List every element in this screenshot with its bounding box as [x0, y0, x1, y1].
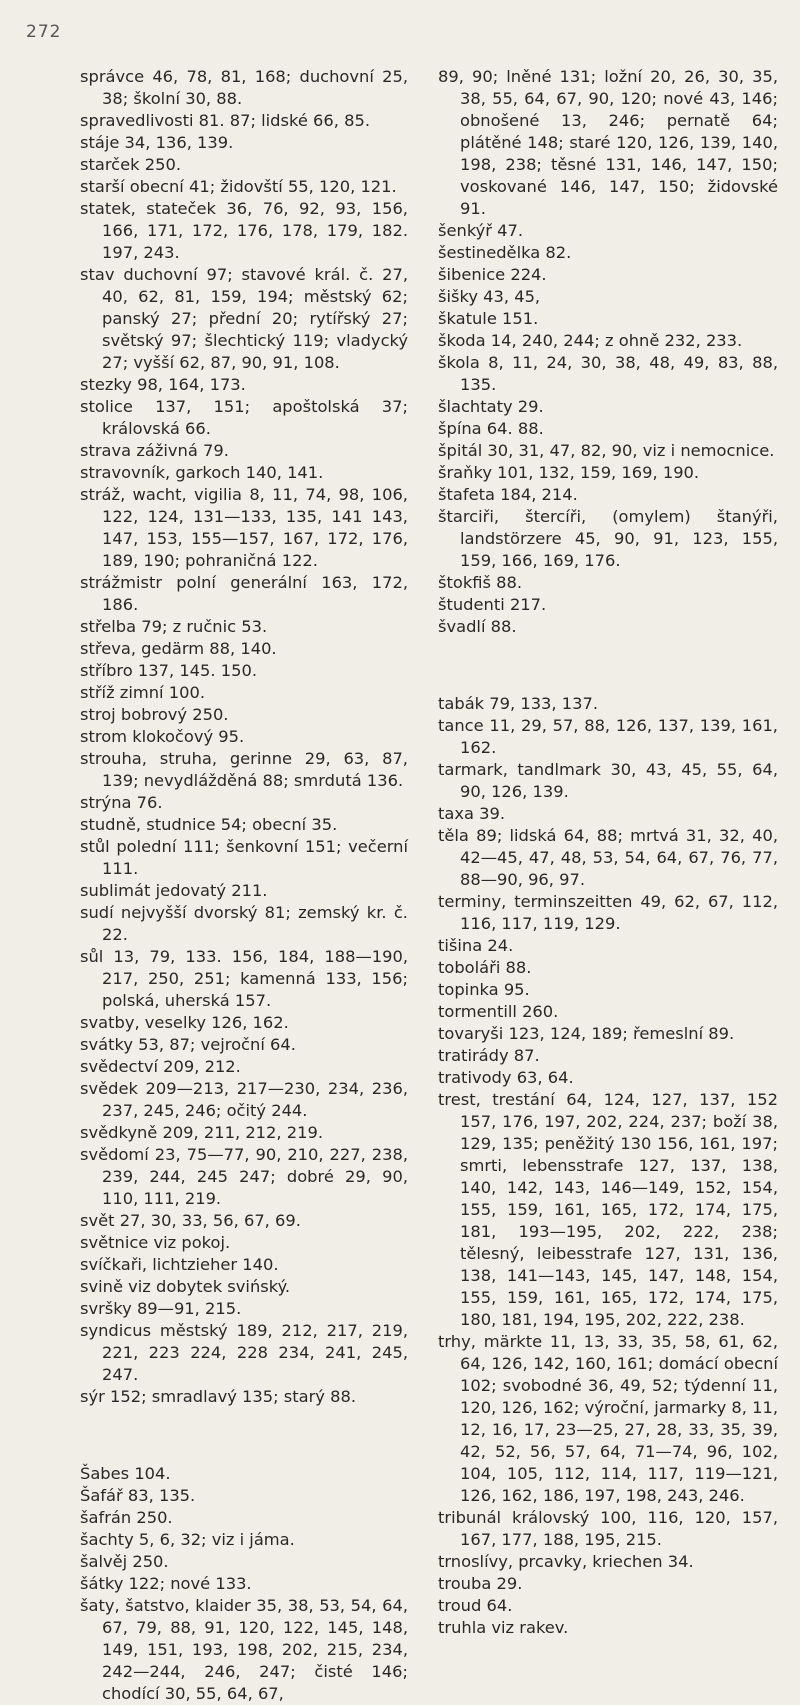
index-entry: svědek 209—213, 217—230, 234, 236, 237, 245, 246; očitý 244.	[80, 1079, 408, 1120]
index-entry: svědomí 23, 75—77, 90, 210, 227, 238, 239, 244, 245 247; dobré 29, 90, 110, 111, 219.	[80, 1145, 408, 1208]
index-entry: šibenice 224.	[438, 265, 547, 284]
index-entry: svědkyně 209, 211, 212, 219.	[80, 1123, 323, 1142]
index-entry: těla 89; lidská 64, 88; mrtvá 31, 32, 40, 42—45, 47, 48, 53, 54, 64, 67, 76, 77, 88—90, 96, 97.	[438, 825, 778, 889]
index-entry: trhy, märkte 11, 13, 33, 35, 58, 61, 62, 64, 126, 142, 160, 161; domácí obecní 102; svobodné 36, 49, 52; týdenní 11, 120, 126, 162; výroční, jarmarky 8, 11, 12, 16, 17, 23—25, 27, 28, 33, 35, 39, 42, 52, 56, 57, 64, 71—74, 96, 102, 104, 105, 112, 114, 117, 119—121, 126, 162, 186, 197, 198, 243, 246.	[438, 1331, 779, 1505]
index-entry: stolice 137, 151; apoštolská 37; královská 66.	[80, 397, 408, 438]
index-entry: sudí nejvyšší dvorský 81; zemský kr. č. 22.	[80, 903, 408, 944]
index-entry: 89, 90; lněné 131; ložní 20, 26, 30, 35, 38, 55, 64, 67, 90, 120; nové 43, 146; obnošené 13, 246; pernatě 64; plátěné 148; staré 120, 126, 139, 140, 198, 238; těsné 131, 146, 147, 150; voskované 146, 147, 150; židovské 91.	[438, 67, 778, 218]
left-column	[80, 66, 408, 1705]
index-entry: strážmistr polní generální 163, 172, 186.	[80, 573, 408, 614]
index-entry: trativody 63, 64.	[438, 1067, 574, 1087]
index-entry: správce 46, 78, 81, 168; duchovní 25, 38; školní 30, 88.	[80, 67, 408, 108]
index-entry: svátky 53, 87; vejroční 64.	[80, 1035, 296, 1054]
index-entry: stáje 34, 136, 139.	[80, 133, 234, 152]
index-entry: spravedlivosti 81. 87; lidské 66, 85.	[80, 111, 370, 130]
index-entry: strom klokočový 95.	[80, 727, 245, 746]
index-entry: svíčkaři, lichtzieher 140.	[80, 1255, 279, 1274]
index-entry: tratirády 87.	[438, 1045, 540, 1065]
section-gap	[438, 654, 778, 676]
index-entry: šestinedělka 82.	[438, 243, 572, 262]
index-entry: špína 64. 88.	[438, 419, 544, 438]
section-gap	[80, 1424, 408, 1446]
index-entry: tišina 24.	[438, 935, 514, 955]
index-entry: trouba 29.	[438, 1573, 523, 1593]
index-entry: šraňky 101, 132, 159, 169, 190.	[438, 463, 700, 482]
index-entry: stezky 98, 164, 173.	[80, 375, 246, 394]
index-entry: starček 250.	[80, 155, 182, 174]
index-entry: špitál 30, 31, 47, 82, 90, viz i nemocnice.	[438, 441, 775, 460]
index-entry: svatby, veselky 126, 162.	[80, 1013, 289, 1032]
index-entry: sůl 13, 79, 133. 156, 184, 188—190, 217, 250, 251; kamenná 133, 156; polská, uherská 157.	[80, 947, 408, 1010]
index-entry: stůl polední 111; šenkovní 151; večerní 111.	[80, 837, 408, 878]
index-entry: starší obecní 41; židovští 55, 120, 121.	[80, 177, 397, 196]
index-entry: tribunál královský 100, 116, 120, 157, 167, 177, 188, 195, 215.	[438, 1507, 778, 1549]
index-entry: šátky 122; nové 133.	[80, 1573, 252, 1593]
index-entry: škoda 14, 240, 244; z ohně 232, 233.	[438, 331, 743, 350]
index-entry: tabák 79, 133, 137.	[438, 693, 599, 713]
index-entry: škola 8, 11, 24, 30, 38, 48, 49, 83, 88, 135.	[438, 353, 778, 394]
index-entry: střelba 79; z ručnic 53.	[80, 617, 268, 636]
index-entry: sýr 152; smradlavý 135; starý 88.	[80, 1387, 356, 1406]
index-entry: stroj bobrový 250.	[80, 705, 229, 724]
index-entry: terminy, terminszeitten 49, 62, 67, 112, 116, 117, 119, 129.	[438, 891, 778, 933]
index-entry: stravovník, garkoch 140, 141.	[80, 463, 324, 482]
index-entry: štokfiš 88.	[438, 573, 523, 592]
index-entry: Šabes 104.	[80, 1463, 171, 1483]
index-entry: studně, studnice 54; obecní 35.	[80, 815, 338, 834]
page-number: 272	[26, 22, 62, 42]
index-entry: tovaryši 123, 124, 189; řemeslní 89.	[438, 1023, 735, 1043]
index-entry: sublimát jedovatý 211.	[80, 881, 268, 900]
index-entry: strouha, struha, gerinne 29, 63, 87, 139; nevydlážděná 88; smrdutá 136.	[80, 749, 408, 790]
index-entry: trnoslívy, prcavky, kriechen 34.	[438, 1551, 694, 1571]
index-entry: škatule 151.	[438, 309, 539, 328]
index-entry: šalvěj 250.	[80, 1551, 169, 1571]
index-entry: strava záživná 79.	[80, 441, 229, 460]
right-column	[438, 66, 778, 1639]
index-entry: svršky 89—91, 215.	[80, 1299, 242, 1318]
index-entry: tarmark, tandlmark 30, 43, 45, 55, 64, 90, 126, 139.	[438, 759, 778, 801]
index-entry: štafeta 184, 214.	[438, 485, 578, 504]
index-entry: střeva, gedärm 88, 140.	[80, 639, 277, 658]
index-entry: študenti 217.	[438, 595, 547, 614]
index-entry: Šafář 83, 135.	[80, 1485, 196, 1505]
index-entry: stříbro 137, 145. 150.	[80, 661, 257, 680]
index-entry: trest, trestání 64, 124, 127, 137, 152 157, 176, 197, 202, 224, 237; boží 38, 129, 135; peněžitý 130 156, 161, 197; smrti, lebensstrafe 127, 137, 138, 140, 142, 143, 146—149, 152, 154, 155, 159, 161, 165, 172, 174, 175, 181, 193—195, 202, 222, 238; tělesný, leibesstrafe 127, 131, 136, 138, 141—143, 145, 147, 148, 154, 155, 159, 161, 165, 172, 174, 175, 180, 181, 194, 195, 202, 222, 238.	[438, 1089, 778, 1329]
index-entry: šaty, šatstvo, klaider 35, 38, 53, 54, 64, 67, 79, 88, 91, 120, 122, 145, 148, 149, 151, 193, 198, 202, 215, 234, 242—244, 246, 247; čisté 146; chodící 30, 55, 64, 67,	[80, 1595, 408, 1703]
index-entry: světnice viz pokoj.	[80, 1233, 231, 1252]
index-entry: svět 27, 30, 33, 56, 67, 69.	[80, 1211, 301, 1230]
index-entry: tance 11, 29, 57, 88, 126, 137, 139, 161, 162.	[438, 715, 778, 757]
index-entry: šišky 43, 45,	[438, 287, 541, 306]
index-entry: troud 64.	[438, 1595, 513, 1615]
index-entry: svině viz dobytek svińský.	[80, 1277, 291, 1296]
index-entry: toboláři 88.	[438, 957, 532, 977]
index-entry: šachty 5, 6, 32; viz i jáma.	[80, 1529, 295, 1549]
index-entry: šafrán 250.	[80, 1507, 173, 1527]
index-entry: švadlí 88.	[438, 617, 517, 636]
index-entry: syndicus městský 189, 212, 217, 219, 221, 223 224, 228 234, 241, 245, 247.	[80, 1321, 408, 1384]
index-entry: svědectví 209, 212.	[80, 1057, 241, 1076]
index-entry: stráž, wacht, vigilia 8, 11, 74, 98, 106, 122, 124, 131—133, 135, 141 143, 147, 153, 155—157, 167, 172, 176, 189, 190; pohraničná 122.	[80, 485, 408, 570]
index-entry: statek, stateček 36, 76, 92, 93, 156, 166, 171, 172, 176, 178, 179, 182. 197, 243.	[80, 199, 408, 262]
index-entry: šenkýř 47.	[438, 221, 524, 240]
index-entry: štarciři, štercíři, (omylem) štanýři, landstörzere 45, 90, 91, 123, 155, 159, 166, 169, 176.	[438, 507, 778, 570]
index-entry: taxa 39.	[438, 803, 506, 823]
index-entry: tormentill 260.	[438, 1001, 559, 1021]
index-entry: truhla viz rakev.	[438, 1617, 569, 1637]
index-entry: stav duchovní 97; stavové král. č. 27, 40, 62, 81, 159, 194; městský 62; panský 27; přední 20; rytířský 27; světský 97; šlechtický 119; vladycký 27; vyšší 62, 87, 90, 91, 108.	[80, 265, 408, 372]
index-entry: šlachtaty 29.	[438, 397, 544, 416]
index-entry: topinka 95.	[438, 979, 530, 999]
index-entry: stříž zimní 100.	[80, 683, 206, 702]
index-entry: strýna 76.	[80, 793, 163, 812]
